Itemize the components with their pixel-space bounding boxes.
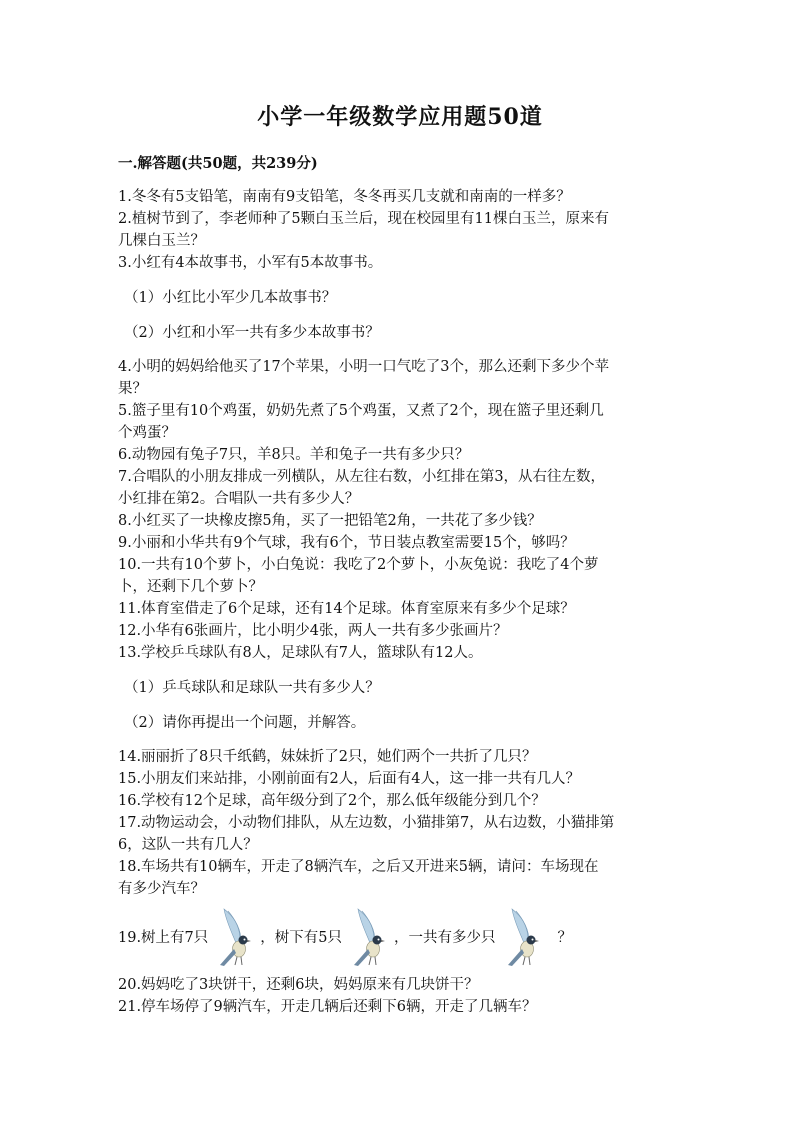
question-2-line-1: 2.植树节到了，李老师种了5颗白玉兰后，现在校园里有11棵白玉兰，原来有 [118,211,610,227]
question-13-sub-2: （2）请你再提出一个问题，并解答。 [124,715,366,731]
question-8: 8.小红买了一块橡皮擦5角，买了一把铅笔2角，一共花了多少钱？ [118,513,542,529]
question-3-sub-1: （1）小红比小军少几本故事书？ [124,290,337,306]
question-3-sub-2: （2）小红和小军一共有多少本故事书？ [124,325,380,341]
question-19-part-4: ？ [557,930,573,946]
question-7-line-1: 7.合唱队的小朋友排成一列横队，从左往右数，小红排在第3，从右往左数， [118,469,606,485]
question-17-line-1: 17.动物运动会，小动物们排队，从左边数，小猫排第7，从右边数，小猫排第 [118,815,615,831]
question-14: 14.丽丽折了8只千纸鹤，妹妹折了2只，她们两个一共折了几只？ [118,749,537,765]
question-19-part-3: ，一共有多少只 [394,930,496,946]
question-19-part-1: 19.树上有7只 [118,930,209,946]
question-5-line-2: 个鸡蛋？ [118,425,176,441]
question-4-line-2: 果？ [118,381,147,397]
question-4-line-1: 4.小明的妈妈给他买了17个苹果，小明一口气吃了3个，那么还剩下多少个苹 [118,359,610,375]
question-19 [118,902,678,974]
question-18-line-1: 18.车场共有10辆车，开走了8辆汽车，之后又开进来5辆，请问：车场现在 [118,859,599,875]
question-13: 13.学校乒乓球队有8人，足球队有7人，篮球队有12人。 [118,645,483,661]
question-10-line-1: 10.一共有10个萝卜，小白兔说：我吃了2个萝卜，小灰兔说：我吃了4个萝 [118,557,599,573]
question-19-part-2: ，树下有5只 [260,930,343,946]
question-10-line-2: 卜，还剩下几个萝卜？ [118,579,263,595]
bird-icon [498,905,542,971]
question-13-sub-1: （1）乒乓球队和足球队一共有多少人？ [124,680,380,696]
question-7-line-2: 小红排在第2。合唱队一共有多少人？ [118,491,360,507]
question-11: 11.体育室借走了6个足球，还有14个足球。体育室原来有多少个足球？ [118,601,575,617]
bird-icon [344,905,388,971]
question-list [118,186,678,1018]
question-12: 12.小华有6张画片，比小明少4张，两人一共有多少张画片？ [118,623,508,639]
bird-icon [210,905,254,971]
question-20: 20.妈妈吃了3块饼干，还剩6块，妈妈原来有几块饼干？ [118,977,479,993]
question-21: 21.停车场停了9辆汽车，开走几辆后还剩下6辆，开走了几辆车？ [118,999,537,1015]
section-heading: 一.解答题(共50题，共239分) [118,155,318,172]
question-16: 16.学校有12个足球，高年级分到了2个，那么低年级能分到几个？ [118,793,546,809]
question-9: 9.小丽和小华共有9个气球，我有6个，节日装点教室需要15个，够吗？ [118,535,575,551]
question-1: 1.冬冬有5支铅笔，南南有9支铅笔，冬冬再买几支就和南南的一样多？ [118,189,571,205]
question-3: 3.小红有4本故事书，小军有5本故事书。 [118,255,383,271]
question-17-line-2: 6，这队一共有几人？ [118,837,258,853]
question-2-line-2: 几棵白玉兰？ [118,233,205,249]
question-5-line-1: 5.篮子里有10个鸡蛋，奶奶先煮了5个鸡蛋，又煮了2个，现在篮子里还剩几 [118,403,604,419]
question-18-line-2: 有多少汽车？ [118,881,205,897]
question-15: 15.小朋友们来站排，小刚前面有2人，后面有4人，这一排一共有几人？ [118,771,581,787]
page-title: 小学一年级数学应用题50道 [257,104,543,130]
question-6: 6.动物园有兔子7只，羊8只。羊和兔子一共有多少只？ [118,447,470,463]
